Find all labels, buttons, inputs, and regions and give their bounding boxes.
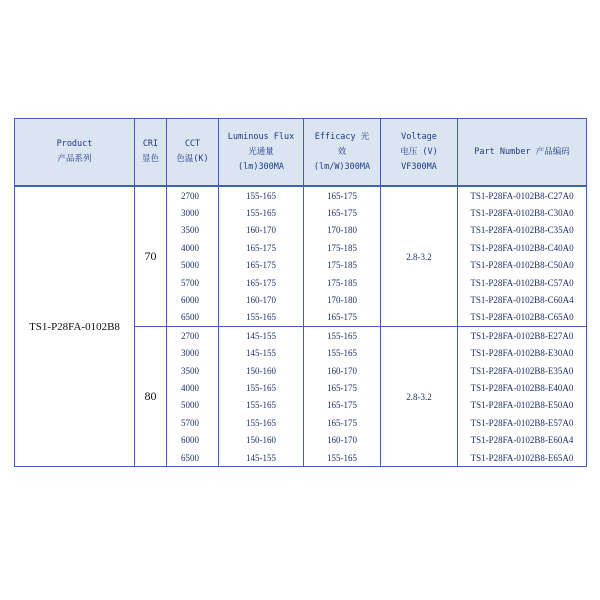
flux-cell: 150-160 [219, 362, 304, 379]
part-number-cell: TS1-P28FA-0102B8-C60A4 [458, 291, 587, 308]
header-part-number: Part Number 产品编码 [458, 119, 587, 187]
efficacy-cell: 165-175 [304, 204, 381, 221]
part-number-cell: TS1-P28FA-0102B8-E35A0 [458, 362, 587, 379]
table-body [15, 186, 587, 467]
header-voltage: Voltage 电压 (V) VF300MA [381, 119, 458, 187]
efficacy-cell: 175-185 [304, 239, 381, 256]
efficacy-cell: 160-170 [304, 362, 381, 379]
flux-cell: 150-160 [219, 431, 304, 448]
part-number-cell: TS1-P28FA-0102B8-E40A0 [458, 379, 587, 396]
part-number-cell: TS1-P28FA-0102B8-C27A0 [458, 186, 587, 204]
flux-cell: 145-155 [219, 345, 304, 362]
cct-cell: 2700 [167, 186, 219, 204]
cct-cell: 3500 [167, 222, 219, 239]
part-number-cell: TS1-P28FA-0102B8-C50A0 [458, 257, 587, 274]
part-number-cell: TS1-P28FA-0102B8-E60A4 [458, 431, 587, 448]
efficacy-cell: 155-165 [304, 327, 381, 345]
efficacy-cell: 165-175 [304, 309, 381, 327]
part-number-cell: TS1-P28FA-0102B8-C35A0 [458, 222, 587, 239]
cct-cell: 5700 [167, 414, 219, 431]
header-cct: CCT 色温(K) [167, 119, 219, 187]
header-row [15, 119, 587, 187]
flux-cell: 145-155 [219, 449, 304, 467]
table-row [15, 186, 587, 204]
flux-cell: 155-165 [219, 379, 304, 396]
voltage-cell: 2.8-3.2 [381, 327, 458, 467]
cct-cell: 5000 [167, 397, 219, 414]
part-number-cell: TS1-P28FA-0102B8-E65A0 [458, 449, 587, 467]
flux-cell: 155-165 [219, 186, 304, 204]
part-number-cell: TS1-P28FA-0102B8-C65A0 [458, 309, 587, 327]
efficacy-cell: 175-185 [304, 274, 381, 291]
flux-cell: 155-165 [219, 397, 304, 414]
flux-cell: 160-170 [219, 291, 304, 308]
flux-cell: 165-175 [219, 239, 304, 256]
spec-table [14, 118, 587, 467]
part-number-cell: TS1-P28FA-0102B8-C57A0 [458, 274, 587, 291]
cct-cell: 4000 [167, 379, 219, 396]
cct-cell: 5000 [167, 257, 219, 274]
voltage-cell: 2.8-3.2 [381, 186, 458, 327]
flux-cell: 160-170 [219, 222, 304, 239]
efficacy-cell: 165-175 [304, 186, 381, 204]
header-cri: CRI 显色 [135, 119, 167, 187]
flux-cell: 165-175 [219, 274, 304, 291]
flux-cell: 155-165 [219, 414, 304, 431]
efficacy-cell: 170-180 [304, 291, 381, 308]
flux-cell: 155-165 [219, 204, 304, 221]
efficacy-cell: 165-175 [304, 397, 381, 414]
cct-cell: 6000 [167, 291, 219, 308]
cct-cell: 6500 [167, 449, 219, 467]
cct-cell: 6500 [167, 309, 219, 327]
cri-cell: 80 [135, 327, 167, 467]
cct-cell: 3000 [167, 204, 219, 221]
flux-cell: 145-155 [219, 327, 304, 345]
part-number-cell: TS1-P28FA-0102B8-C30A0 [458, 204, 587, 221]
spec-table-container [14, 118, 586, 467]
part-number-cell: TS1-P28FA-0102B8-E50A0 [458, 397, 587, 414]
efficacy-cell: 165-175 [304, 414, 381, 431]
cct-cell: 6000 [167, 431, 219, 448]
cct-cell: 5700 [167, 274, 219, 291]
cct-cell: 3500 [167, 362, 219, 379]
cri-cell: 70 [135, 186, 167, 327]
efficacy-cell: 165-175 [304, 379, 381, 396]
efficacy-cell: 155-165 [304, 345, 381, 362]
flux-cell: 165-175 [219, 257, 304, 274]
header-efficacy: Efficacy 光 效 (lm/W)300MA [304, 119, 381, 187]
header-luminous-flux: Luminous Flux 光通量 (lm)300MA [219, 119, 304, 187]
efficacy-cell: 170-180 [304, 222, 381, 239]
part-number-cell: TS1-P28FA-0102B8-C40A0 [458, 239, 587, 256]
cct-cell: 4000 [167, 239, 219, 256]
efficacy-cell: 160-170 [304, 431, 381, 448]
flux-cell: 155-165 [219, 309, 304, 327]
part-number-cell: TS1-P28FA-0102B8-E57A0 [458, 414, 587, 431]
part-number-cell: TS1-P28FA-0102B8-E27A0 [458, 327, 587, 345]
product-name-cell: TS1-P28FA-0102B8 [15, 186, 135, 467]
cct-cell: 3000 [167, 345, 219, 362]
header-product: Product 产品系列 [15, 119, 135, 187]
cct-cell: 2700 [167, 327, 219, 345]
part-number-cell: TS1-P28FA-0102B8-E30A0 [458, 345, 587, 362]
efficacy-cell: 175-185 [304, 257, 381, 274]
efficacy-cell: 155-165 [304, 449, 381, 467]
